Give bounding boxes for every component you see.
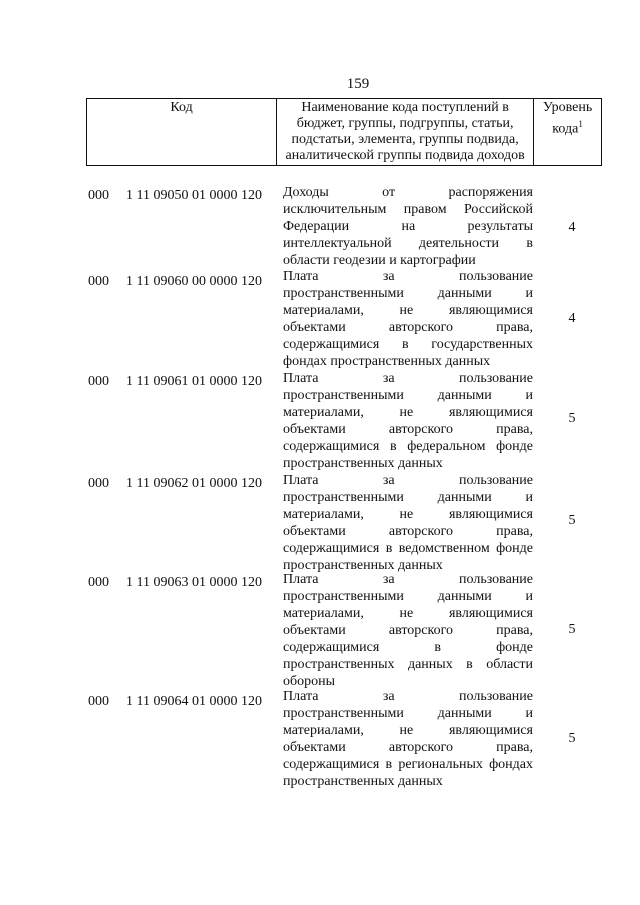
code-level: 4	[568, 220, 576, 235]
table-header	[86, 98, 602, 166]
income-description: Плата за пользование пространственными данными и материалами, не являющимися объектами авторского права, содержащимися в ведомственном фонде пространственных данных	[283, 473, 533, 573]
header-level-footnote: 1	[578, 119, 583, 129]
admin-code: 000	[88, 374, 109, 389]
admin-code: 000	[88, 694, 109, 709]
budget-code: 1 11 09062 01 0000 120	[126, 476, 262, 491]
admin-code: 000	[88, 575, 109, 590]
income-description: Плата за пользование пространственными данными и материалами, не являющимися объектами авторского права, содержащимися в государственных фондах пространственных данных	[283, 269, 533, 369]
code-level: 5	[568, 731, 576, 746]
budget-code: 1 11 09060 00 0000 120	[126, 274, 262, 289]
code-level: 5	[568, 411, 576, 426]
admin-code: 000	[88, 476, 109, 491]
income-description: Плата за пользование пространственными данными и материалами, не являющимися объектами авторского права, содержащимися в федеральном фонде пространственных данных	[283, 371, 533, 471]
page-number: 159	[346, 76, 370, 92]
header-name: Наименование кода поступлений в бюджет, группы, подгруппы, статьи, подстатьи, элемента, группы подвида, аналитической группы подвида доходов	[277, 99, 534, 166]
header-level	[534, 99, 602, 166]
budget-code: 1 11 09063 01 0000 120	[126, 575, 262, 590]
budget-code: 1 11 09064 01 0000 120	[126, 694, 262, 709]
budget-code: 1 11 09061 01 0000 120	[126, 374, 262, 389]
admin-code: 000	[88, 274, 109, 289]
header-code: Код	[87, 99, 277, 166]
code-level: 5	[568, 622, 576, 637]
code-level: 4	[568, 311, 576, 326]
header-level-label: Уровень кода	[542, 100, 593, 137]
income-description: Плата за пользование пространственными данными и материалами, не являющимися объектами авторского права, содержащимися в региональных фондах пространственных данных	[283, 689, 533, 789]
income-description: Плата за пользование пространственными данными и материалами, не являющимися объектами авторского права, содержащимися в фонде пространственных данных в области обороны	[283, 572, 533, 689]
income-description: Доходы от распоряжения исключительным правом Российской Федерации на результаты интеллектуальной деятельности в области геодезии и картографии	[283, 185, 533, 268]
admin-code: 000	[88, 188, 109, 203]
budget-code: 1 11 09050 01 0000 120	[126, 188, 262, 203]
code-level: 5	[568, 513, 576, 528]
